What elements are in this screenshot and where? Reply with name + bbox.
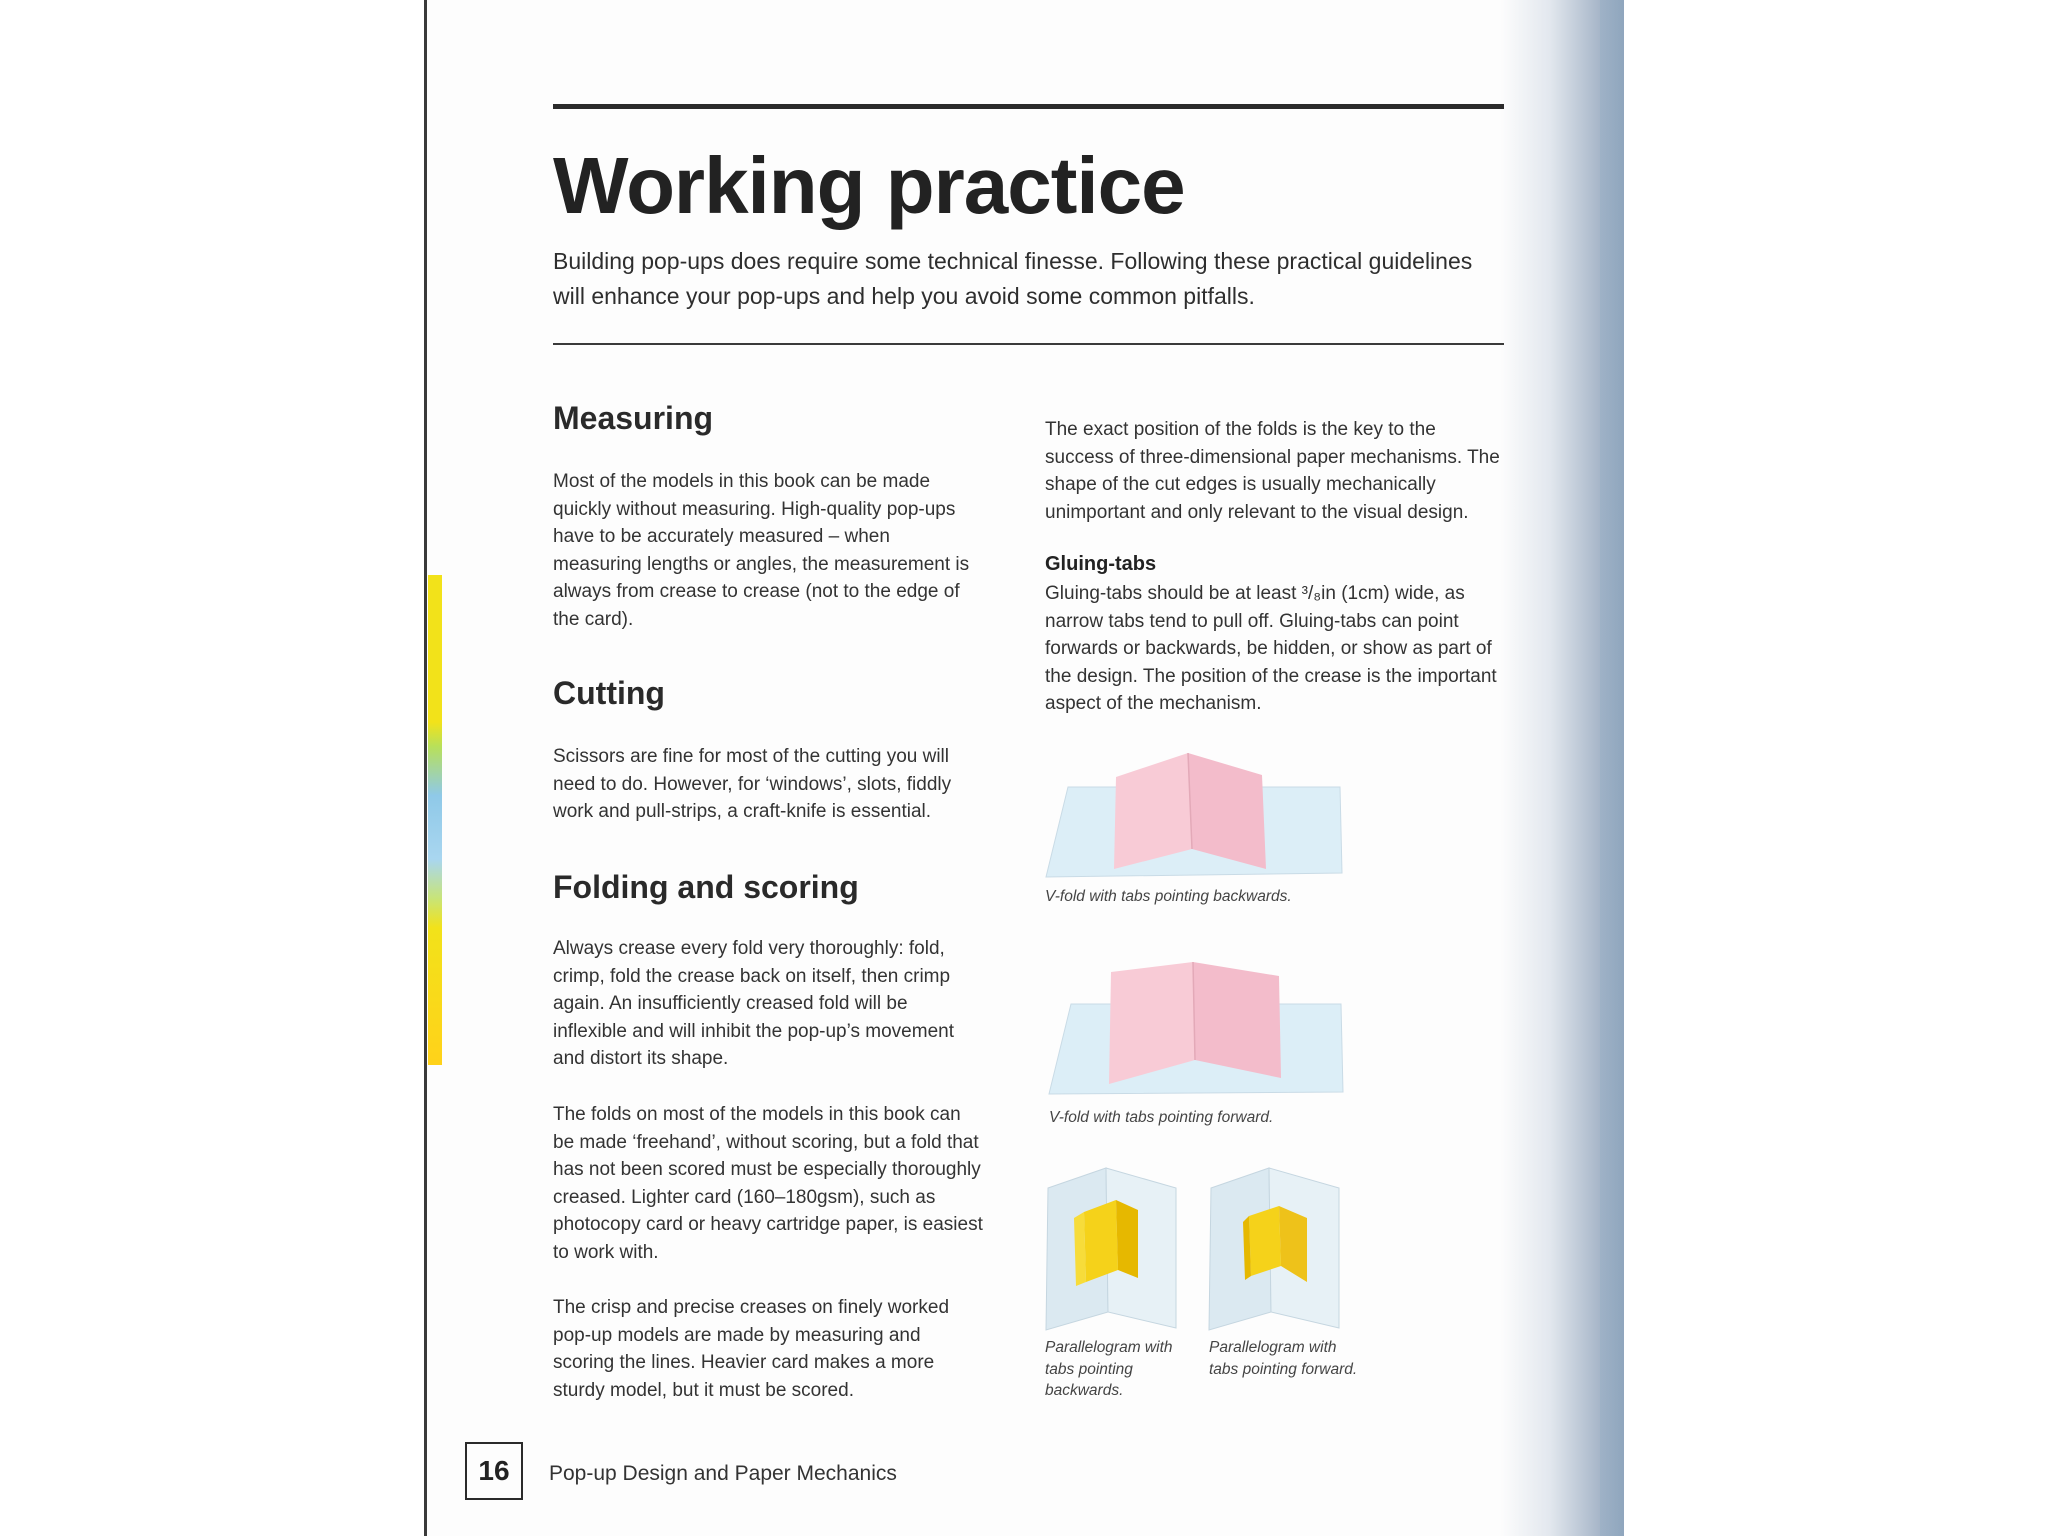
running-title: Pop-up Design and Paper Mechanics xyxy=(549,1462,897,1485)
gluing-tabs-heading: Gluing-tabs xyxy=(1045,553,1157,575)
cover-board-edge xyxy=(1600,0,1624,1536)
vfold-forward-illustration xyxy=(1043,958,1353,1098)
folding-paragraph-2: The folds on most of the models in this book can be made ‘freehand’, without scoring, but a fold that has not been scored must be especially thoroughly creased. Lighter card (160–180gsm), such as photocopy card or heavy cartridge paper, is easiest to work with. xyxy=(553,1104,983,1263)
parallelogram-forward-illustration xyxy=(1207,1166,1342,1336)
folding-heading: Folding and scoring xyxy=(553,869,859,905)
color-edge-tab xyxy=(428,575,442,1065)
measuring-heading: Measuring xyxy=(553,400,714,436)
vfold-forward-caption: V-fold with tabs pointing forward. xyxy=(1049,1109,1274,1126)
vfold-backwards-illustration xyxy=(1040,745,1350,880)
measuring-body: Most of the models in this book can be made quickly without measuring. High-quality pop-ups have to be accurately measured – when measuring lengths or angles, the measurement is always from crease to crease (not to the edge of the card). xyxy=(553,471,970,630)
page-number: 16 xyxy=(465,1442,523,1500)
parallelogram-forward-caption: Parallelogram with tabs pointing forward. xyxy=(1209,1339,1358,1378)
page-title: Working practice xyxy=(553,141,1185,230)
divider-rule xyxy=(553,343,1504,345)
vfold-backwards-caption: V-fold with tabs pointing backwards. xyxy=(1045,888,1292,905)
folding-paragraph-1: Always crease every fold very thoroughly: fold, crimp, fold the crease back on itself, then crimp again. An insufficiently creased fold will be inflexible and will inhibit the pop-up’s movement and distort its shape. xyxy=(553,938,954,1069)
cutting-heading: Cutting xyxy=(553,675,665,711)
background-margin xyxy=(1624,0,2048,1536)
folding-paragraph-3: The crisp and precise creases on finely worked pop-up models are made by measuring and scoring the lines. Heavier card makes a more sturdy model, but it must be scored. xyxy=(553,1297,950,1401)
top-rule xyxy=(553,104,1504,109)
parallelogram-backwards-illustration xyxy=(1044,1166,1179,1336)
gluing-tabs-body: Gluing-tabs should be at least ³/₈in (1cm) wide, as narrow tabs tend to pull off. Gluing-tabs can point forwards or backwards, be hidden, or show as part of the design. The position of the crease is the important aspect of the mechanism. xyxy=(1045,583,1497,714)
parallelogram-backwards-caption: Parallelogram with tabs pointing backwards. xyxy=(1045,1339,1173,1399)
folds-intro-paragraph: The exact position of the folds is the key to the success of three-dimensional paper mechanisms. The shape of the cut edges is usually mechanically unimportant and only relevant to the visual design. xyxy=(1045,419,1500,523)
cutting-body: Scissors are fine for most of the cutting you will need to do. However, for ‘windows’, slots, fiddly work and pull-strips, a craft-knife is essential. xyxy=(553,746,952,822)
intro-paragraph: Building pop-ups does require some technical finesse. Following these practical guidelines will enhance your pop-ups and help you avoid some common pitfalls. xyxy=(553,248,1473,309)
